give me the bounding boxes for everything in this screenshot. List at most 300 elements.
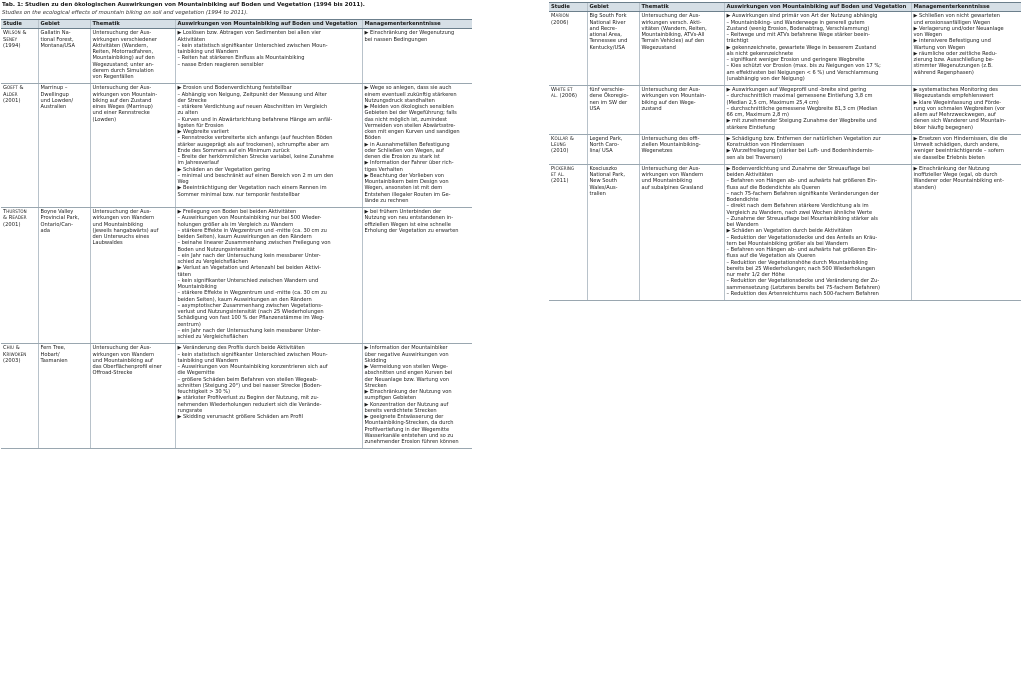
- cell-line: Boyne Valley: [40, 209, 74, 215]
- cell-line: (2006): [551, 19, 569, 26]
- cell-line: ada: [40, 227, 50, 234]
- cell-line: – nasse Erden reagieren sensibler: [177, 61, 264, 68]
- cell-line: Marion: [551, 13, 569, 20]
- cell-line: tralien: [589, 190, 606, 197]
- cell-line: Wegen, ansonsten ist mit dem: [364, 185, 443, 192]
- cell-line: Untersuchung der Aus-: [641, 87, 701, 93]
- cell-line: ▶ gekennzeichnete, gewartete Wege in besserem Zustand: [726, 44, 876, 51]
- cell-line: biking auf den Zustand: [92, 97, 152, 104]
- cell-line: Provincial Park,: [40, 215, 80, 222]
- cell-line: ▶ Ersetzen von Hindernissen, die die: [913, 135, 1008, 142]
- cell-line: auf subalpines Grasland: [641, 184, 704, 191]
- cell-line: (2001): [3, 97, 21, 104]
- cell-line: Untersuchung der Aus-: [92, 209, 152, 215]
- cell-line: Sommer minimal bzw. nur temporär feststellbar: [177, 191, 300, 198]
- cell-line: wirkungen versch. Akti-: [641, 19, 702, 26]
- cell-line: Leung: [551, 142, 566, 148]
- cell-line: Erholung der Vegetation zu erwarten: [364, 227, 459, 234]
- area-cell: [38, 29, 90, 84]
- cell-line: Gebieten bei der Wegeführung; falls: [364, 110, 457, 117]
- topic-cell: [639, 164, 724, 300]
- study-cell: [1, 344, 38, 449]
- cell-line: und Mountainbiking auf: [92, 357, 153, 364]
- area-cell: [38, 84, 90, 208]
- cell-line: allem auf Mehrzweckwegen, auf: [913, 112, 996, 118]
- table-header-row: [549, 3, 1021, 12]
- area-cell: [587, 12, 639, 86]
- cell-line: Legend Park,: [589, 135, 623, 142]
- cell-line: der Neuanlage bzw. Wartung von: [364, 376, 450, 383]
- cell-line: Alder: [3, 91, 18, 98]
- header-study: Studie: [1, 20, 38, 29]
- cell-line: sen als bei Traversen): [726, 154, 783, 161]
- cell-line: Dwellingup: [40, 91, 69, 98]
- cell-line: New South: [589, 178, 618, 185]
- cell-line: Australien: [40, 104, 67, 110]
- cell-line: ▶ Beachtung der Vorlieben von: [364, 172, 445, 179]
- cell-line: – kein statistisch signifikanter Unterschied zwischen Moun-: [177, 42, 328, 49]
- cell-line: – Breite der herkömmlichen Strecke variabel, keine Zunahme: [177, 154, 334, 160]
- cell-line: wirkungen von Wandern: [92, 215, 155, 222]
- cell-line: den Unterwuchs eines: [92, 234, 150, 240]
- cell-line: White et: [551, 87, 573, 93]
- header-area: Gebiet: [587, 3, 639, 12]
- cell-line: – durchschnittlich maximal gemessene Eintiefung 3,8 cm: [726, 93, 873, 100]
- cell-line: biker häufig begegnen): [913, 124, 973, 131]
- cell-line: und erosionsanfälligen Wegen: [913, 19, 991, 26]
- cell-line: das Oberflächenprofil einer: [92, 364, 162, 370]
- cell-line: – minimal und beschränkt auf einen Bereich von 2 m um den: [177, 172, 334, 179]
- management-cell: [362, 344, 472, 449]
- cell-line: zustand: [641, 105, 662, 112]
- cell-line: beiden Seiten), kaum Auswirkungen an den Rändern: [177, 234, 312, 240]
- cell-line: sie dasselbe Erlebnis bieten: [913, 154, 985, 161]
- cell-line: – direkt nach dem Befahren stärkere Verdichtung als im: [726, 203, 869, 210]
- cell-line: rung von schmalen Wegbreiten (vor: [913, 105, 1006, 112]
- cell-line: Konstruktion von Hindernissen: [726, 142, 805, 148]
- cell-line: Untersuchung der Aus-: [92, 85, 152, 92]
- cell-line: ▶ Veränderung des Profils durch beide Aktivitäten: [177, 345, 305, 352]
- cell-line: ▶ stärkster Profilverlust zu Beginn der Nutzung, mit zu-: [177, 395, 319, 402]
- cell-line: Wasserkanäle entstehen und so zu: [364, 432, 454, 439]
- studies-table-right: [549, 2, 1021, 301]
- cell-line: tional Forest,: [40, 36, 74, 43]
- topic-cell: [90, 344, 175, 449]
- cell-line: ▶ Information der Fahrer über rich-: [364, 160, 454, 167]
- cell-line: Untersuchung des offi-: [641, 135, 700, 142]
- topic-cell: [90, 84, 175, 208]
- cell-line: Pickering: [551, 165, 575, 172]
- studies-table-left: [1, 19, 472, 449]
- table-row: [549, 134, 1021, 164]
- cell-line: – Kies schützt vor Erosion (max. bis zu Neigungen von 17 %;: [726, 63, 881, 70]
- cell-line: Aktivitäten (Wandern,: [92, 42, 149, 49]
- cell-line: ▶ Auswirkungen auf Wegeprofil und -breite sind gering: [726, 87, 867, 93]
- cell-line: Gallatin Na-: [40, 30, 71, 37]
- cell-line: und Mountainbiking: [92, 221, 144, 228]
- cell-line: Wartung von Wegen: [913, 44, 966, 51]
- cell-line: – durchschnittliche gemessene Wegbreite 81,3 cm (Median: [726, 105, 878, 112]
- cell-line: im Jahresverlauf: [177, 160, 219, 167]
- cell-line: Terrain Vehicles) auf den: [641, 38, 705, 45]
- study-cell: [549, 86, 587, 135]
- cell-line: – Auswirkungen von Mountainbiking konzentrieren sich auf: [177, 364, 328, 370]
- topic-cell: [90, 208, 175, 344]
- cell-line: Wegezustand: [641, 44, 676, 51]
- cell-line: Kentucky/USA: [589, 44, 626, 51]
- cell-line: ▶ Konzentration der Nutzung auf: [364, 401, 449, 408]
- study-cell: [549, 164, 587, 300]
- area-cell: [38, 344, 90, 449]
- cell-line: USA: [589, 105, 601, 112]
- cell-line: dene Ökoregio-: [589, 93, 629, 100]
- cell-line: & Reader: [3, 215, 27, 222]
- cell-line: – Rennstrecke verbreiterte sich anfangs (auf feuchten Böden: [177, 135, 333, 142]
- cell-line: tainbiking und Wandern: [177, 49, 239, 55]
- area-cell: [38, 208, 90, 344]
- cell-line: vitäten (Wandern, Reiten,: [641, 25, 707, 32]
- cell-line: Mountainbiking: [177, 284, 217, 290]
- cell-line: ▶ mit zunehmender Steigung Zunahme der Wegbreite und: [726, 118, 877, 125]
- cell-line: et al.: [551, 172, 565, 178]
- cell-line: zunehmender Erosion führen können: [364, 439, 459, 445]
- cell-line: schied zu Vergleichsflächen: [177, 334, 248, 340]
- cell-line: ▶ Freilegung von Boden bei beiden Aktivitäten: [177, 209, 297, 215]
- cell-line: Umwelt schädigen, durch andere,: [913, 142, 1000, 148]
- cell-line: stärker ausgeprägt als auf trockenen), schrumpfte aber am: [177, 141, 329, 148]
- cell-line: National Park,: [589, 172, 625, 178]
- cell-line: Wegenetzes: [641, 148, 673, 155]
- cell-line: (2001): [3, 221, 21, 228]
- cell-line: Weg: [177, 179, 189, 185]
- cell-line: Wilson &: [3, 30, 27, 37]
- cell-line: ▶ Bodenverdichtung und Zunahme der Streuauflage bei: [726, 165, 870, 172]
- cell-line: ▶ Einschränkung der Wegenutzung: [364, 30, 455, 37]
- cell-line: holungen größer als im Vergleich zu Wandern: [177, 221, 294, 228]
- cell-line: inoffizieller Wege (egal, ob durch: [913, 172, 998, 178]
- cell-line: fluss auf die Vegetation als Queren: [726, 253, 816, 260]
- cell-line: am effektivsten bei Neigungen < 6 %) und Verschlammung: [726, 69, 879, 76]
- cell-line: ▶ Erosion und Bodenverdichtung feststellbar: [177, 85, 292, 92]
- cell-line: ▶ Information der Mountainbiker: [364, 345, 448, 352]
- cell-line: ▶ Schäden an der Vegetation gering: [177, 166, 271, 173]
- cell-line: bereits verdichtete Strecken: [364, 407, 437, 414]
- cell-line: al. (2006): [551, 93, 578, 100]
- cell-line: von Wegen: [913, 32, 942, 38]
- cell-line: Bodendichte: [726, 197, 759, 203]
- table-row: [549, 164, 1021, 300]
- cell-line: Vermeiden von steilen Abwärtsstre-: [364, 122, 456, 129]
- cell-line: Aktivitäten: [177, 36, 206, 43]
- cell-line: ▶ klare Wegeinfassung und Förde-: [913, 99, 1002, 106]
- area-cell: [587, 86, 639, 135]
- cell-line: Untersuchung der Aus-: [641, 165, 701, 172]
- cell-line: tern bei Mountainbiking größer als bei Wandern: [726, 240, 848, 247]
- cell-line: – Reduktion des Artenreichtums nach 500-fachem Befahren: [726, 290, 879, 297]
- cell-line: schied zu Vergleichsflächen: [177, 259, 248, 265]
- cell-line: bei nassen Bedingungen: [364, 36, 428, 43]
- cell-line: ▶ Auswirkungen sind primär von Art der Nutzung abhängig: [726, 13, 878, 20]
- cell-line: Nutzung von neu entstandenen in-: [364, 215, 454, 222]
- cell-line: lände zu rechnen: [364, 197, 409, 204]
- effects-cell: [724, 86, 911, 135]
- cell-line: bereits bei 25 Wiederholungen; nach 500 Wiederholungen: [726, 265, 876, 272]
- cell-line: oder Schließen von Wegen, auf: [364, 147, 444, 154]
- cell-line: Wegezustands empfehlenswert: [913, 93, 994, 100]
- cell-line: Laubwaldes: [92, 240, 123, 247]
- cell-line: Wales/Aus-: [589, 184, 618, 191]
- cell-line: feuchtigkeit > 30 %): [177, 389, 231, 395]
- cell-line: und Lowden/: [40, 97, 74, 104]
- cell-line: – stärkere Effekte in Wegzentrum und -mitte (ca. 30 cm zu: [177, 227, 327, 234]
- effects-cell: [724, 134, 911, 164]
- cell-line: – kein signifikanter Unterschied zwischen Wandern und: [177, 277, 319, 284]
- cell-line: ▶ bei frühem Unterbinden der: [364, 209, 442, 215]
- effects-cell: [724, 164, 911, 300]
- cell-line: fluss auf die Bodendichte als Queren: [726, 184, 821, 191]
- cell-line: – Mountainbiking- und Wanderwege in generell gutem: [726, 19, 865, 26]
- cell-line: Wanderer oder Mountainbiking ent-: [913, 178, 1004, 185]
- cell-line: Vergleich zu Wandern, nach zwei Wochen ähnliche Werte: [726, 209, 873, 216]
- cell-line: der Strecke: [177, 97, 207, 104]
- table-header-row: [1, 20, 472, 29]
- cell-line: wirkungen von Mountain-: [92, 91, 158, 98]
- cell-line: trächtigt: [726, 38, 749, 45]
- topic-cell: [639, 12, 724, 86]
- cell-line: Chiu &: [3, 345, 20, 352]
- cell-line: 66 cm, Maximum 2,8 m): [726, 112, 789, 118]
- cell-line: (Median 2,5 cm, Maximum 25,4 cm): [726, 99, 819, 106]
- cell-line: Untersuchung der Aus-: [641, 13, 701, 20]
- cell-line: Fern Tree,: [40, 345, 66, 352]
- cell-line: sumpfigen Gebieten: [364, 395, 417, 402]
- cell-line: and Recre-: [589, 25, 617, 32]
- cell-line: zu alten: [177, 110, 198, 117]
- cell-line: zierung bzw. Ausschließung be-: [913, 57, 994, 63]
- cell-line: denen sich Wanderer und Mountain-: [913, 118, 1006, 125]
- cell-line: Marrinup –: [40, 85, 68, 92]
- effects-cell: [175, 208, 362, 344]
- cell-line: (2003): [3, 357, 21, 364]
- cell-line: rungsrate: [177, 407, 203, 414]
- cell-line: ▶ räumliche oder zeitliche Redu-: [913, 50, 997, 57]
- cell-line: – Reduktion der Vegetationshöhe durch Mountainbiking: [726, 259, 868, 266]
- header-effects: Auswirkungen von Mountainbiking auf Boden und Vegetation: [175, 20, 362, 29]
- management-cell: [362, 29, 472, 84]
- cell-line: – ein Jahr nach der Untersuchung kein messbarer Unter-: [177, 327, 321, 334]
- cell-line: denen die Erosion zu stark ist: [364, 154, 440, 160]
- cell-line: einem eventuell zukünftig stärkeren: [364, 91, 457, 98]
- cell-line: Kriwoken: [3, 351, 27, 358]
- cell-line: – Kurven und in Abwärtsrichtung befahrene Hänge am anfäl-: [177, 116, 333, 123]
- study-cell: [549, 12, 587, 86]
- cell-line: täten: [177, 271, 191, 278]
- cell-line: – größere Schäden beim Befahren von steilen Wegeab-: [177, 376, 318, 383]
- cell-line: Boden und Nutzungsintensität: [177, 246, 255, 253]
- cell-line: ligsten für Erosion: [177, 122, 224, 129]
- cell-line: tiges Verhalten: [364, 166, 403, 173]
- cell-line: stimmter Wegenutzungen (z.B.: [913, 63, 993, 70]
- cell-line: tainbiking und Wandern: [177, 357, 239, 364]
- cell-line: ▶ Schädigung bzw. Entfernen der natürlichen Vegetation zur: [726, 135, 881, 142]
- study-cell: [1, 29, 38, 84]
- cell-line: ▶ Wegbreite variiert: [177, 129, 229, 135]
- cell-line: Wegezustand; unter an-: [92, 61, 154, 68]
- cell-line: die Wegemitte: [177, 370, 215, 377]
- cell-line: Big South Fork: [589, 13, 627, 20]
- cell-line: Reiten, Motorradfahren,: [92, 49, 154, 55]
- cell-line: (2010): [551, 148, 569, 155]
- area-cell: [587, 134, 639, 164]
- cell-line: beiden Aktivitäten: [726, 172, 774, 178]
- table-row: [1, 208, 472, 344]
- cell-line: Strecken: [364, 382, 387, 389]
- cell-line: derem durch Simulation: [92, 67, 154, 74]
- cell-line: Entstehen illegaler Routen im Ge-: [364, 191, 451, 198]
- cell-line: Seney: [3, 36, 18, 43]
- study-cell: [549, 134, 587, 164]
- cell-line: Untersuchung der Aus-: [92, 345, 152, 352]
- cell-line: Böden: [364, 135, 381, 142]
- cell-line: ational Area,: [589, 32, 622, 38]
- cell-line: sammensetzung (Letzteres bereits bei 75-fachem Befahren): [726, 284, 881, 291]
- cell-line: Kosciuszko: [589, 165, 618, 172]
- cell-line: Mountainbiking-Strecken, da durch: [364, 420, 454, 427]
- cell-line: Montana/USA: [40, 42, 75, 49]
- cell-line: ▶ Loslösen bzw. Abtragen von Sedimenten bei allen vier: [177, 30, 321, 37]
- management-cell: [911, 134, 1021, 164]
- management-cell: [911, 164, 1021, 300]
- cell-line: ▶ Verlust an Vegetation und Artenzahl bei beiden Aktivi-: [177, 265, 322, 272]
- cell-line: ▶ Beeinträchtigung der Vegetation nach einem Rennen im: [177, 185, 327, 192]
- cell-line: nehmenden Wiederholungen reduziert sich die Verände-: [177, 401, 322, 408]
- cell-line: – Reitwege und mit ATVs befahrene Wege stärker beein-: [726, 32, 870, 38]
- cell-line: North Caro-: [589, 142, 620, 148]
- topic-cell: [90, 29, 175, 84]
- cell-line: wirkungen verschiedener: [92, 36, 157, 43]
- cell-line: – Abhängig von Neigung, Zeitpunkt der Messung und Alter: [177, 91, 327, 98]
- effects-cell: [175, 344, 362, 449]
- cell-line: Mountainbiking) auf den: [92, 55, 155, 62]
- cell-line: – Zunahme der Streuauflage bei Mountainbiking stärker als: [726, 215, 878, 222]
- cell-line: Hobart/: [40, 351, 60, 358]
- effects-cell: [175, 84, 362, 208]
- cell-line: und Mountainbiking: [641, 178, 693, 185]
- cell-line: – stärkere Effekte in Wegzentrum und -mitte (ca. 30 cm zu: [177, 290, 327, 297]
- cell-line: – Befahren von Hängen ab- und aufwärts hat größeren Ein-: [726, 247, 877, 253]
- cell-line: schnitten (Steigung 20°) und bei nasser Strecke (Boden-: [177, 382, 322, 389]
- cell-line: ▶ Meiden von ökologisch sensiblen: [364, 104, 454, 110]
- study-cell: [1, 208, 38, 344]
- cell-line: Mountainbikern beim Design von: [364, 179, 449, 185]
- cell-line: Ende des Sommers auf ein Minimum zurück: [177, 147, 290, 154]
- cell-line: eines Weges (Marrinup): [92, 104, 153, 110]
- cell-line: während Regenphasen): [913, 69, 974, 76]
- cell-line: ▶ Wege so anlegen, dass sie auch: [364, 85, 452, 92]
- header-management: Managementerkenntnisse: [911, 3, 1021, 12]
- cell-line: ▶ Verlagerung und/oder Neuanlage: [913, 25, 1004, 32]
- table-row: [549, 86, 1021, 135]
- topic-cell: [639, 134, 724, 164]
- cell-line: ▶ Vermeidung von steilen Wege-: [364, 364, 448, 370]
- cell-line: Tasmanien: [40, 357, 68, 364]
- cell-line: – kein statistisch signifikanter Unterschied zwischen Moun-: [177, 351, 328, 358]
- header-study: Studie: [549, 3, 587, 12]
- cell-line: ziellen Mountainbiking-: [641, 142, 701, 148]
- cell-line: ▶ Schließen von nicht gewarteten: [913, 13, 1000, 20]
- cell-line: ▶ geeignete Entwässerung der: [364, 414, 444, 420]
- cell-line: abschnitten und engen Kurven bei: [364, 370, 453, 377]
- cell-line: verlust und Nutzungsintensität (nach 25 Wiederholungen: [177, 309, 324, 315]
- cell-line: wirkungen von Wandern: [92, 351, 155, 358]
- cell-line: von Regenfällen: [92, 74, 134, 80]
- cell-line: cken mit engen Kurven und sandigen: [364, 129, 460, 135]
- management-cell: [911, 12, 1021, 86]
- cell-line: Profilvertiefung in der Wegemitte: [364, 426, 450, 433]
- cell-line: National River: [589, 19, 626, 26]
- cell-line: bei Wandern: [726, 222, 759, 228]
- header-topic: Thematik: [639, 3, 724, 12]
- cell-line: ▶ intensivere Befestigung und: [913, 38, 991, 45]
- cell-line: fünf verschie-: [589, 87, 625, 93]
- cell-line: stärkere Eintiefung: [726, 124, 775, 131]
- cell-line: weniger beeinträchtigende – sofern: [913, 148, 1005, 155]
- cell-line: zentrum): [177, 321, 201, 328]
- cell-line: Skidding: [364, 357, 387, 364]
- area-cell: [587, 164, 639, 300]
- cell-line: Ontario/Can-: [40, 221, 73, 228]
- cell-line: ▶ Einschränkung der Nutzung: [913, 165, 990, 172]
- topic-cell: [639, 86, 724, 135]
- cell-line: Kollar &: [551, 135, 574, 142]
- table-row: [1, 29, 472, 84]
- table-row: [1, 344, 472, 449]
- cell-line: wirkungen von Wandern: [641, 172, 704, 178]
- cell-line: offiziellen Wegen ist eine schnelle: [364, 221, 451, 228]
- header-topic: Thematik: [90, 20, 175, 29]
- cell-line: und einer Rennstrecke: [92, 110, 150, 117]
- cell-line: als nicht gekennzeichnete: [726, 50, 794, 57]
- management-cell: [362, 84, 472, 208]
- cell-line: – Befahren von Hängen ab- und aufwärts hat größeren Ein-: [726, 178, 877, 185]
- cell-line: Nutzungsdruck standhalten: [364, 97, 435, 104]
- cell-line: (jeweils hangabwärts) auf: [92, 227, 159, 234]
- cell-line: ▶ Schäden an Vegetation durch beide Aktivitäten: [726, 228, 853, 235]
- cell-line: Zustand (wenig Erosion, Bodenabtrag, Verschlammung): [726, 25, 870, 32]
- cell-line: – asymptotischer Zusammenhang zwischen Vegetations-: [177, 302, 323, 309]
- cell-line: (unabhängig von der Neigung): [726, 75, 805, 82]
- effects-cell: [724, 12, 911, 86]
- cell-line: nur mehr 1/2 der Höhe: [726, 272, 785, 278]
- header-management: Managementerkenntnisse: [362, 20, 472, 29]
- cell-line: – Auswirkungen von Mountainbiking nur bei 500 Wieder-: [177, 215, 322, 222]
- cell-line: (Lowden): [92, 116, 117, 123]
- cell-line: – Reiten hat stärkeren Einfluss als Mountainbiking: [177, 55, 305, 62]
- cell-line: – stärkere Verdichtung auf neuen Abschnitten im Vergleich: [177, 104, 328, 110]
- cell-line: lina/ USA: [589, 148, 613, 155]
- cell-line: ▶ in Ausnahmefällen Befestigung: [364, 141, 450, 148]
- cell-line: nen im SW der: [589, 99, 628, 106]
- cell-line: Untersuchung der Aus-: [92, 30, 152, 37]
- cell-line: Tennessee und: [589, 38, 628, 45]
- cell-line: standen): [913, 184, 937, 191]
- cell-line: wirkungen von Mountain-: [641, 93, 707, 100]
- cell-line: ▶ Skidding verursacht größere Schäden am Profil: [177, 414, 303, 420]
- cell-line: Offroad-Strecke: [92, 370, 133, 377]
- caption-title-de: Tab. 1: Studien zu den ökologischen Auswirkungen von Mountainbiking auf Boden und Vegetation (1994 bis 2011).: [2, 2, 365, 8]
- cell-line: über negative Auswirkungen von: [364, 351, 449, 358]
- cell-line: ▶ Einschränkung der Nutzung von: [364, 389, 452, 395]
